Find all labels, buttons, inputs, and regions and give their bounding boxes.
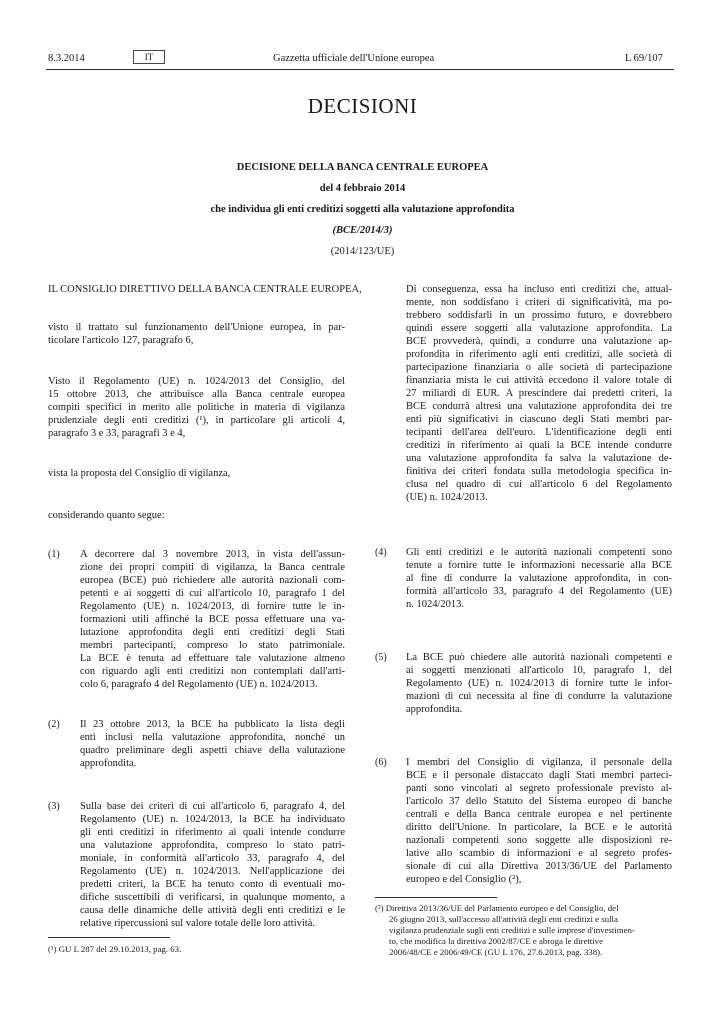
text-line: mente, non soddisfano i criteri di significatività, ma po- [406,297,672,308]
text-line: creditizi in riferimento ai quali la BCE intende condurre [406,440,672,451]
text-line: nazionali competenti sono soggette alle disposizioni re- [406,835,672,846]
text-line: membri partecipanti, compreso lo stato patrimoniale. [80,640,345,651]
text-line: La BCE è tenuta ad effettuare tale valutazione almeno [80,653,345,664]
text-line: approfondita. [406,704,463,715]
text-line: n. 1024/2013. [406,599,465,610]
text-line: I membri del Consiglio di vigilanza, il personale della [406,757,672,768]
language-badge: IT [133,50,165,64]
text-line: al fine di condurre la valutazione approfondita, in con- [406,573,672,584]
text-line: l'articolo 37 dello Statuto del Sistema europeo di banche [406,796,672,807]
text-line: moniale, in conformità all'articolo 33, paragrafo 4, del [80,853,345,864]
text-line: con riguardo agli enti creditizi non contemplati dall'arti- [80,666,345,677]
text-line: trebbero soddisfarli in un prossimo futuro, e dovrebbero [406,310,672,321]
text-line: predetti criteri, la BCE ha tenuto conto di eventuali mo- [80,879,345,890]
text-line: 27 miliardi di EUR. A prescindere dai predetti criteri, la [406,388,672,399]
text-line: Regolamento (UE) n. 1024/2013. Nell'applicazione dei [80,866,345,877]
decision-subject: che individua gli enti creditizi soggetti alla valutazione approfondita [210,204,515,215]
text-line: Regolamento (UE) n. 1024/2013 di fornire tutte le infor- [406,678,672,689]
text-line: Visto il Regolamento (UE) n. 1024/2013 del Consiglio, del [48,376,345,387]
text-line: finanziaria mista le cui attività eccedono il valore totale di [406,375,672,386]
text-line: centrali e della Banca centrale europea e nel pertinente [406,809,672,820]
decision-date: del 4 febbraio 2014 [319,183,406,194]
footnote-text: 2006/48/CE e 2006/49/CE (GU L 176, 27.6.2013, pag. 338). [389,947,603,957]
text-line: enti inclusi nella valutazione approfondita, nonché un [80,732,345,743]
text-line: relative ripercussioni sul valore totale delle loro attività. [80,918,316,929]
text-line: (UE) n. 1024/2013. [406,492,488,503]
text-line: La BCE può chiedere alle autorità nazionali competenti e [406,652,672,663]
footnote-rule [48,937,170,938]
text-line: Sulla base dei criteri di cui all'articolo 6, paragrafo 4, del [80,801,345,812]
recital-number: (4) [375,547,387,558]
section-title: DECISIONI [307,94,418,118]
text-line: Regolamento (UE) n. 1024/2013, la BCE ha individuato [80,814,345,825]
citation-proposal: vista la proposta del Consiglio di vigilanza, [48,468,231,479]
text-line: partecipazione finanziaria o alle società di partecipazione [406,362,672,373]
text-line: europeo e del Consiglio (²), [406,874,522,885]
text-line: profondita in riferimento agli enti creditizi, alle società di [406,349,672,360]
footnote-text: to, che modifica la direttiva 2002/87/CE e abroga le direttive [389,936,603,946]
recital-number: (1) [48,549,60,560]
text-line: A decorrere dal 3 novembre 2013, in vista dell'assun- [80,549,345,560]
text-line: diritto dell'Unione. In particolare, la BCE e le autorità [406,822,672,833]
text-line: Il 23 ottobre 2013, la BCE ha pubblicato la lista degli [80,719,345,730]
text-line: ticolare l'articolo 127, paragrafo 6, [48,335,194,346]
text-line: quadro preliminare degli aspetti chiave della valutazione [80,745,345,756]
preamble-intro: IL CONSIGLIO DIRETTIVO DELLA BANCA CENTRALE EUROPEA, [48,284,362,295]
text-line: mazioni di cui necessita al fine di condurre la valutazione [406,691,672,702]
recital-number: (2) [48,719,60,730]
text-line: una valutazione approfondita, compreso lo stato patri- [80,840,345,851]
text-line: tenute a fornire tutte le informazioni necessarie alla BCE [406,560,672,571]
decision-reference-eu: (2014/123/UE) [330,246,395,257]
text-line: colo 6, paragrafo 4 del Regolamento (UE) n. 1024/2013. [80,679,318,690]
whereas-intro: considerando quanto segue: [48,510,165,521]
text-line: Gli enti creditizi e le autorità nazionali competenti sono [406,547,672,558]
text-line: lative allo scambio di informazioni e al segreto profes- [406,848,672,859]
text-line: sionale di cui alla Direttiva 2013/36/UE del Parlamento [406,861,672,872]
footnote-rule [375,897,497,898]
header-date: 8.3.2014 [48,53,85,64]
text-line: prudenziale degli enti creditizi (¹), in particolare gli articoli 4, [48,415,345,426]
text-line: difiche suscettibili di verificarsi, in qualunque momento, a [80,892,345,903]
text-line: una valutazione approfondita fa salva la valutazione de- [406,453,672,464]
text-line: ai soggetti menzionati all'articolo 10, paragrafo 1, del [406,665,672,676]
text-line: Di conseguenza, essa ha incluso enti creditizi che, attual- [406,284,672,295]
text-line: europea (BCE) può richiedere alle autorità nazionali com- [80,575,345,586]
page-reference: L 69/107 [625,53,663,64]
header-rule [46,69,674,70]
decision-reference: (BCE/2014/3) [332,225,393,236]
recital-number: (5) [375,652,387,663]
journal-title: Gazzetta ufficiale dell'Unione europea [273,53,435,64]
text-line: 15 ottobre 2013, che attribuisce alla Banca centrale europea [48,389,345,400]
text-line: paragrafo 3 e 33, paragrafi 3 e 4, [48,428,186,439]
recital-number: (6) [375,757,387,768]
text-line: Regolamento (UE) n. 1024/2013, di fornire tutte le in- [80,601,345,612]
footnote-text: 26 giugno 2013, sull'accesso all'attività degli enti creditizi e sulla [389,914,618,924]
text-line: petenti e ai soggetti di cui all'articolo 10, paragrafo 1 del [80,588,345,599]
decision-title: DECISIONE DELLA BANCA CENTRALE EUROPEA [236,162,489,173]
text-line: BCE provvederà, quindi, a condurre una valutazione ap- [406,336,672,347]
footnote-text: (²) Direttiva 2013/36/UE del Parlamento europeo e del Consiglio, del [375,903,619,913]
text-line: panti sono vincolati al segreto professionale previsto al- [406,783,672,794]
text-line: BCE condurrà altresì una valutazione approfondita dei tre [406,401,672,412]
text-line: BCE e il personale distaccato dagli Stati membri parteci- [406,770,672,781]
text-line: tecipanti dell'area dell'euro. L'identificazione degli enti [406,427,672,438]
text-line: causa delle dinamiche delle attività degli enti creditizi e le [80,905,345,916]
text-line: finitiva dei criteri fondata sulla metodologia specifica in- [406,466,672,477]
footnote-text: vigilanza prudenziale sugli enti creditizi e sulle imprese d'investimen- [389,925,635,935]
text-line: lutazione approfondita degli enti creditizi degli Stati [80,627,345,638]
text-line: formazioni utili affinché la BCE possa effettuare una va- [80,614,345,625]
footnote-text: (¹) GU L 287 del 29.10.2013, pag. 63. [48,944,182,954]
text-line: visto il trattato sul funzionamento dell'Unione europea, in par- [48,322,345,333]
text-line: quindi essere soggetti alla valutazione approfondita. La [406,323,672,334]
text-line: formità all'articolo 33, paragrafo 4 del Regolamento (UE) [406,586,672,597]
text-line: compiti specifici in merito alle politiche in materia di vigilanza [48,402,345,413]
text-line: approfondita. [80,758,137,769]
text-line: clusa nel quadro di cui all'articolo 6 del Regolamento [406,479,672,490]
text-line: zione dei propri compiti di vigilanza, la Banca centrale [80,562,345,573]
text-line: gli enti creditizi in riferimento ai quali intende condurre [80,827,345,838]
text-line: enti più significativi in ciascuno degli Stati membri par- [406,414,672,425]
recital-number: (3) [48,801,60,812]
